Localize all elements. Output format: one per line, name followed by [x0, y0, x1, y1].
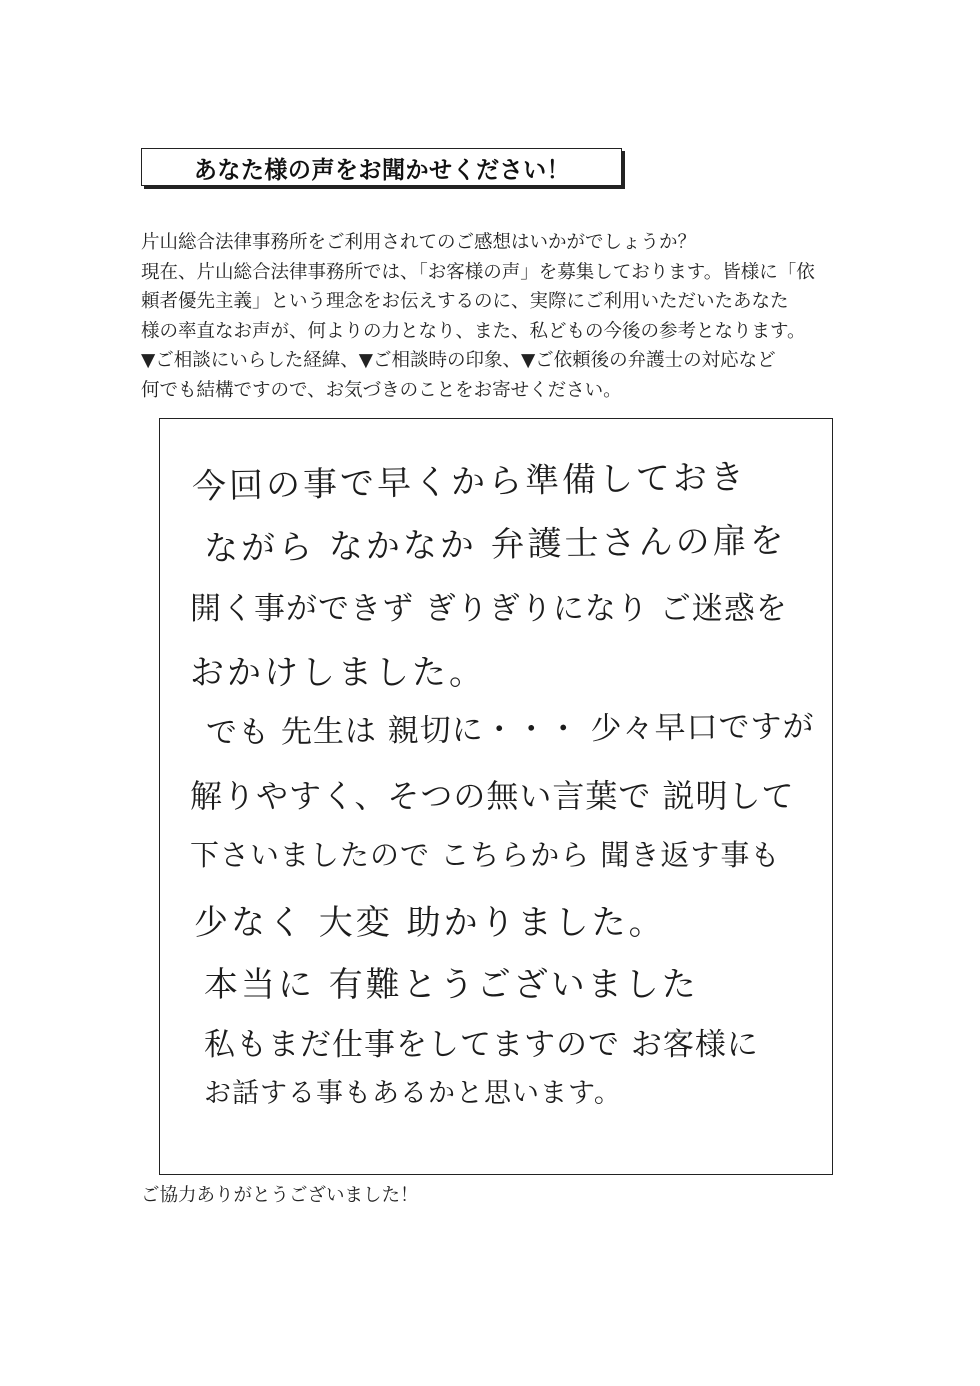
intro-line: 何でも結構ですので、お気づきのことをお寄せください。 [141, 379, 622, 401]
handwritten-response-box [159, 418, 833, 1175]
handwritten-line: お話する事もあるかと思います。 [204, 1078, 622, 1109]
closing-thanks: ご協力ありがとうございました！ [141, 1185, 419, 1206]
handwritten-line: 下さいましたので こちらから 聞き返す事も [190, 838, 781, 872]
handwritten-line: 解りやすく、そつの無い言葉で 説明して [190, 777, 795, 815]
handwritten-line: 本当に 有難とうございました [204, 965, 699, 1005]
page-title: あなた様の声をお聞かせください！ [193, 155, 570, 184]
handwritten-line: 今回の事で早くから準備しておき [191, 457, 748, 507]
handwritten-line: でも 先生は 親切に・・・ 少々早口ですが [205, 708, 815, 751]
intro-line: 頼者優先主義」という理念をお伝えするのに、実際にご利用いただいたあなた [141, 291, 789, 313]
handwritten-line: 開く事ができず ぎりぎりになり ご迷惑を [190, 591, 788, 627]
intro-line: 現在、片山総合法律事務所では、「お客様の声」を募集しております。皆様に「依 [141, 261, 815, 283]
title-box [141, 148, 622, 186]
intro-line: 様の率直なお声が、何よりの力となり、また、私どもの今後の参考となります。 [141, 320, 806, 342]
handwritten-line: 少なく 大変 助かりました。 [194, 903, 666, 943]
intro-paragraph [141, 228, 861, 406]
handwritten-line: 私もまだ仕事をしてますので お客様に [204, 1027, 759, 1063]
intro-line: 片山総合法律事務所をご利用されてのご感想はいかがでしょうか？ [141, 232, 697, 253]
intro-line: ▼ご相談にいらした経緯、▼ご相談時の印象、▼ご依頼後の弁護士の対応など [141, 350, 776, 372]
handwritten-line: ながら なかなか 弁護士さんの扉を [203, 520, 787, 569]
handwritten-line: おかけしました。 [190, 653, 486, 693]
